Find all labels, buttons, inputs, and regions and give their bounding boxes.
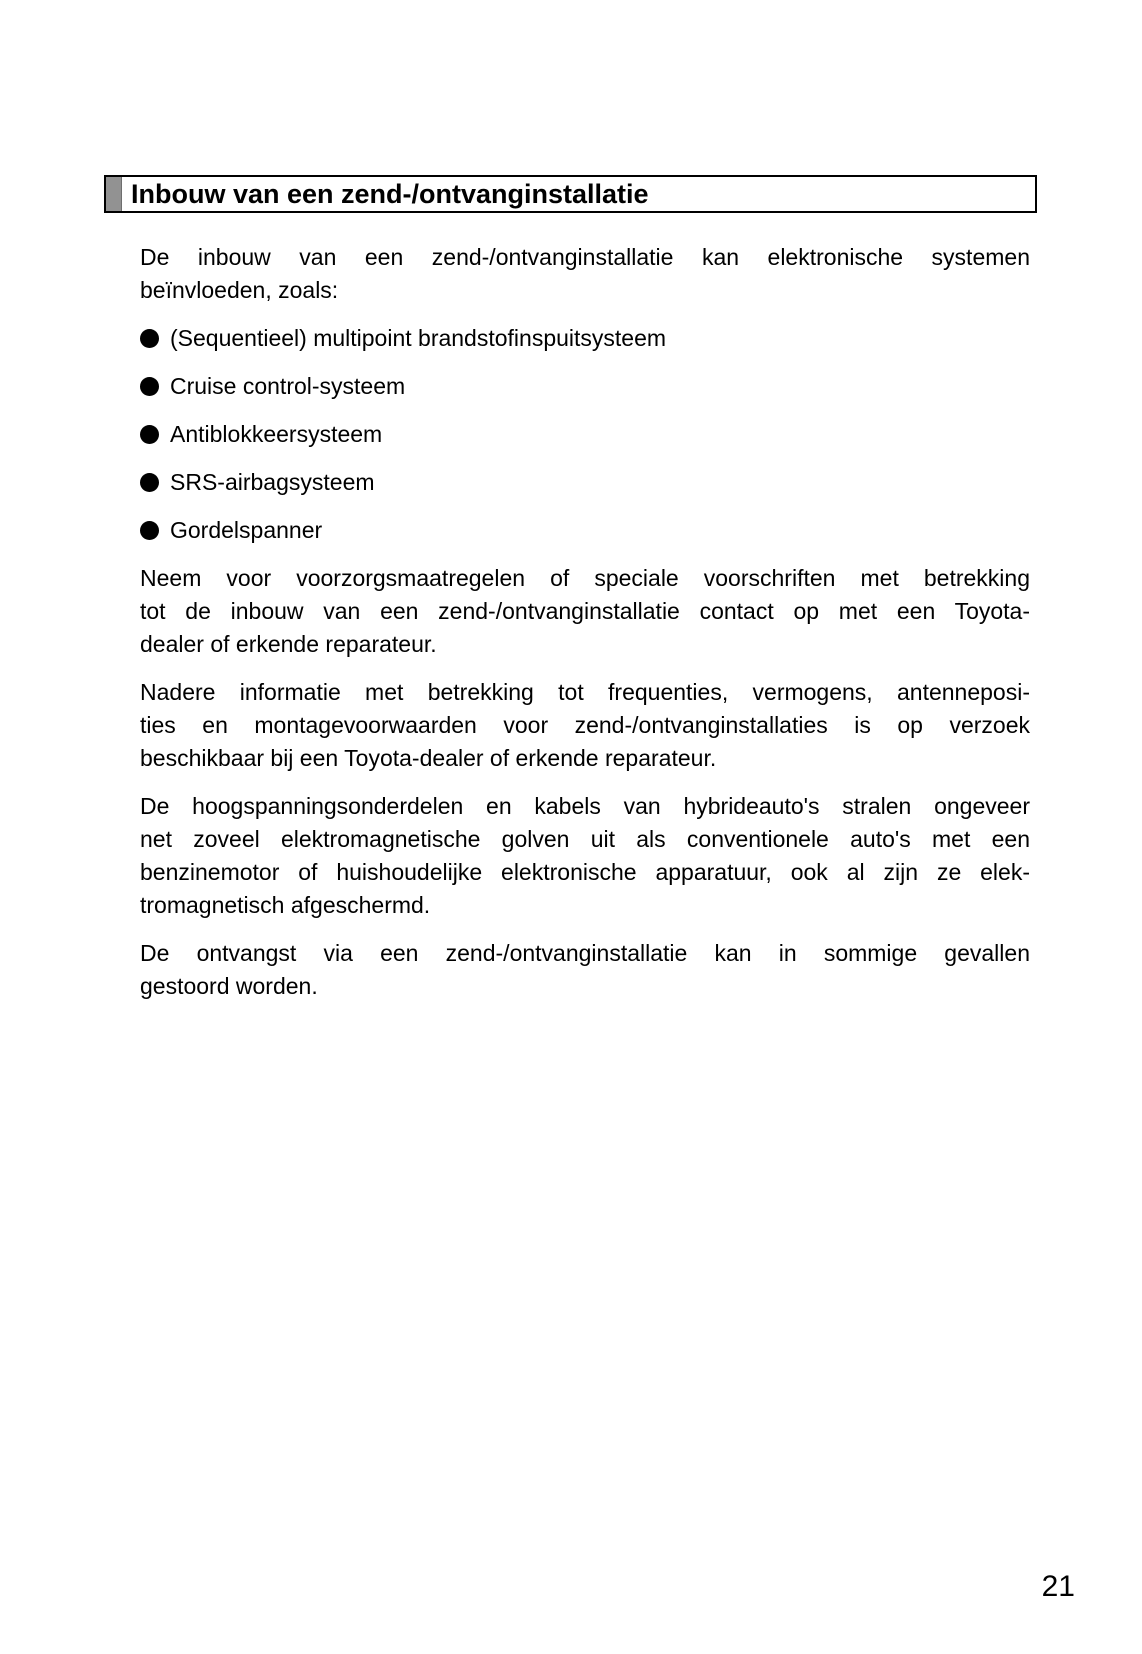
list-item <box>140 418 1030 451</box>
text-line: ties en montagevoorwaarden voor zend-/ontvanginstallaties is op verzoek <box>140 712 1030 738</box>
bullet-icon <box>140 473 159 492</box>
bullet-icon <box>140 329 159 348</box>
paragraph-hybrid-emissions <box>140 790 1030 922</box>
list-item-label: (Sequentieel) multipoint brandstofinspuitsysteem <box>170 325 667 351</box>
bullet-icon <box>140 521 159 540</box>
list-item <box>140 514 1030 547</box>
text-line: Neem voor voorzorgsmaatregelen of speciale voorschriften met betrekking <box>140 565 1030 591</box>
affected-systems-list <box>140 322 1030 547</box>
text-line: benzinemotor of huishoudelijke elektronische apparatuur, ook al zijn ze elek- <box>140 859 1030 885</box>
paragraph-radio-contact <box>140 562 1030 661</box>
text-line: beïnvloeden, zoals: <box>140 277 339 303</box>
text-line: Nadere informatie met betrekking tot frequenties, vermogens, antenneposi- <box>140 679 1030 705</box>
text-line: tot de inbouw van een zend-/ontvanginstallatie contact op met een Toyota- <box>140 598 1030 624</box>
text-line: tromagnetisch afgeschermd. <box>140 892 431 918</box>
text-line: dealer of erkende reparateur. <box>140 631 437 657</box>
text-line: De ontvangst via een zend-/ontvanginstallatie kan in sommige gevallen <box>140 940 1030 966</box>
list-item-label: Antiblokkeersysteem <box>170 421 383 447</box>
paragraph-reception-note <box>140 937 1030 1003</box>
list-item <box>140 322 1030 355</box>
list-item <box>140 370 1030 403</box>
text-line: gestoord worden. <box>140 973 318 999</box>
page-number: 21 <box>1041 1570 1075 1603</box>
section-title: Inbouw van een zend-/ontvanginstallatie <box>131 179 649 209</box>
text-line: De hoogspanningsonderdelen en kabels van hybrideauto's stralen ongeveer <box>140 793 1030 819</box>
list-item <box>140 466 1030 499</box>
paragraph-frequencies-info <box>140 676 1030 775</box>
body-text <box>140 241 1030 1018</box>
list-item-label: SRS-airbagsysteem <box>170 469 375 495</box>
text-line: net zoveel elektromagnetische golven uit als conventionele auto's met een <box>140 826 1030 852</box>
bullet-icon <box>140 425 159 444</box>
bullet-icon <box>140 377 159 396</box>
text-line: beschikbaar bij een Toyota-dealer of erkende reparateur. <box>140 745 717 771</box>
header-accent-bar <box>106 177 122 211</box>
text-line: De inbouw van een zend-/ontvanginstallatie kan elektronische systemen <box>140 244 1030 270</box>
section-header-box <box>104 175 1037 213</box>
list-item-label: Cruise control-systeem <box>170 373 406 399</box>
list-item-label: Gordelspanner <box>170 517 323 543</box>
paragraph-intro <box>140 241 1030 307</box>
